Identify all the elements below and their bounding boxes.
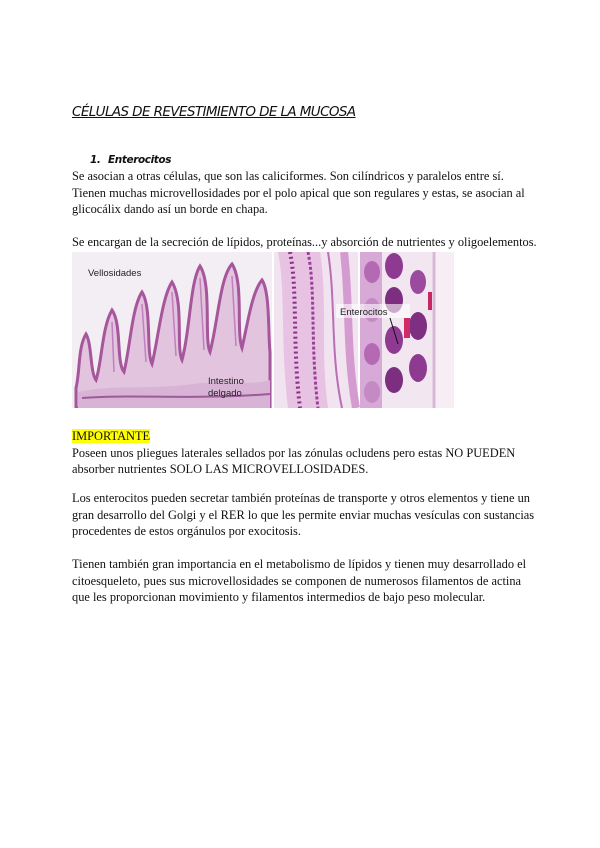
paragraph-important — [72, 428, 532, 478]
histology-figure — [72, 252, 454, 408]
text-line: que les proporcionan movimiento y filamentos intermedios de bajo peso molecular. — [72, 590, 486, 604]
text-line: Tienen muchas microvellosidades por el polo apical que son regulares y estas, se asocian al — [72, 185, 525, 200]
text-line: Poseen unos pliegues laterales sellados por las zónulas ocludens pero estas NO PUEDEN — [72, 445, 516, 460]
figure-label-enterocytes: Enterocitos — [340, 307, 388, 318]
paragraph-intro — [72, 168, 532, 218]
text-line: absorber nutrientes SOLO LAS MICROVELLOSIDADES. — [72, 462, 369, 476]
histology-image — [72, 252, 454, 408]
text-line: glicocálix dando así un borde en chapa. — [72, 202, 268, 216]
paragraph-secretion — [72, 490, 535, 540]
text-line: Se encargan de la secreción de lípidos, proteínas...y absorción de nutrientes y oligoelementos. — [72, 235, 537, 249]
section-number: 1. — [90, 154, 101, 166]
section-heading — [90, 154, 171, 166]
figure-label-intestine: Intestino — [208, 376, 244, 387]
page-title: CÉLULAS DE REVESTIMIENTO DE LA MUCOSA — [72, 104, 356, 120]
important-label: IMPORTANTE — [72, 429, 151, 443]
text-line: citoesqueleto, pues sus microvellosidades se componen de numerosos filamentos de actina — [72, 573, 522, 588]
text-line: gran desarrollo del Golgi y el RER lo que les permite enviar muchas vesículas con sustancias — [72, 507, 535, 522]
figure-label-intestine-2: delgado — [208, 388, 242, 399]
section-heading-text: Enterocitos — [108, 154, 172, 166]
text-line: Los enterocitos pueden secretar también proteínas de transporte y otros elementos y tiene un — [72, 491, 530, 505]
text-line: procedentes de estos orgánulos por exocitosis. — [72, 524, 301, 538]
text-line: Tienen también gran importancia en el metabolismo de lípidos y tienen muy desarrollado el — [72, 557, 527, 571]
paragraph-function — [72, 234, 537, 251]
figure-label-villi: Vellosidades — [88, 268, 142, 279]
paragraph-metabolism — [72, 556, 532, 606]
text-line: Se asocian a otras células, que son las caliciformes. Son cilíndricos y paralelos entre sí. — [72, 169, 504, 183]
